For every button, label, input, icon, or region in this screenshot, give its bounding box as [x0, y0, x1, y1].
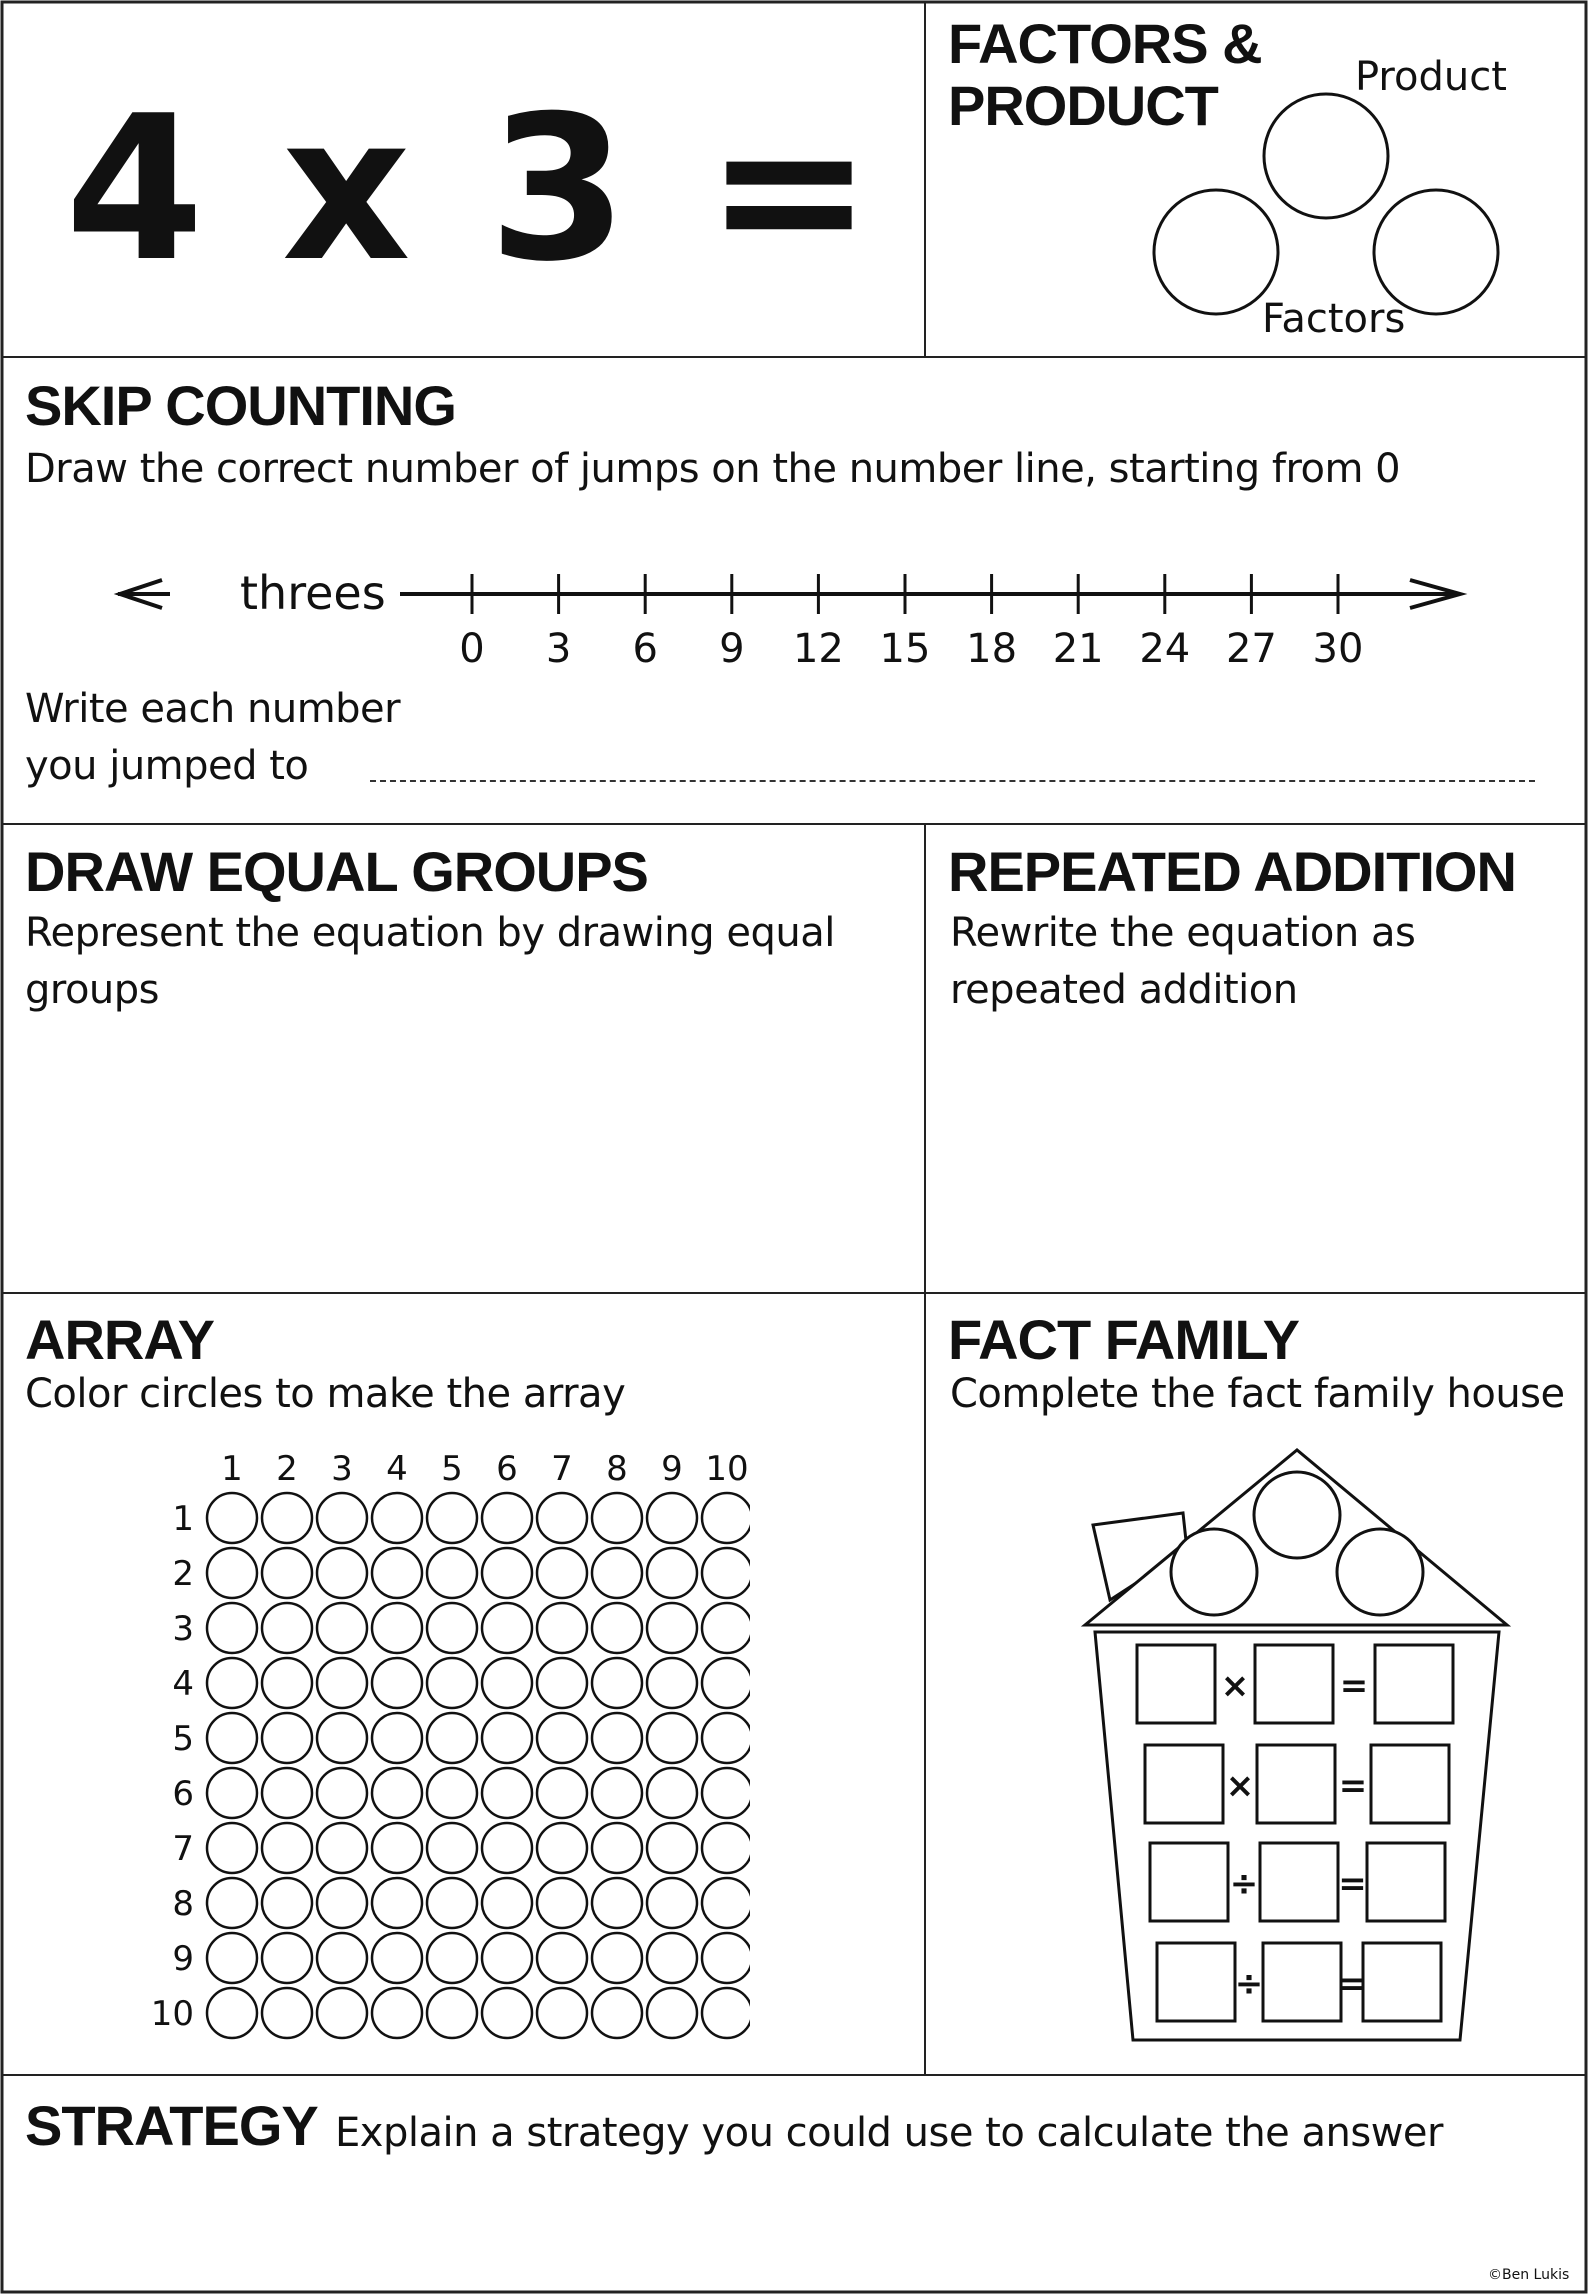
number-line-tick-label: 15 — [879, 626, 931, 670]
array-circle[interactable] — [207, 1493, 257, 1543]
array-column-label: 7 — [551, 1449, 573, 1489]
array-circle[interactable] — [372, 1878, 422, 1928]
repeated-addition-title: REPEATED ADDITION — [948, 840, 1516, 903]
array-column-label: 9 — [661, 1449, 683, 1489]
strategy-title: STRATEGY — [25, 2094, 318, 2157]
array-circle[interactable] — [207, 1713, 257, 1763]
array-circle[interactable] — [427, 1878, 477, 1928]
array-circle[interactable] — [537, 1713, 587, 1763]
factors-product-title-line1: FACTORS & — [948, 12, 1262, 75]
fact-family-box[interactable] — [1375, 1645, 1453, 1723]
number-line-tick-label: 27 — [1225, 626, 1277, 670]
array-circle[interactable] — [647, 1823, 697, 1873]
array-circle[interactable] — [537, 1933, 587, 1983]
fact-family-equals: = — [1337, 1964, 1367, 2004]
array-circle[interactable] — [262, 1548, 312, 1598]
array-circle[interactable] — [482, 1548, 532, 1598]
array-circle[interactable] — [702, 1713, 750, 1763]
fact-family-box[interactable] — [1367, 1843, 1445, 1921]
array-column-label: 3 — [331, 1449, 353, 1489]
array-circle[interactable] — [427, 1713, 477, 1763]
array-circle[interactable] — [207, 1603, 257, 1653]
array-column-label: 8 — [606, 1449, 628, 1489]
array-grid — [150, 1440, 750, 2050]
fact-family-box[interactable] — [1255, 1645, 1333, 1723]
array-circle[interactable] — [647, 1768, 697, 1818]
fact-family-operator: ÷ — [1229, 1864, 1259, 1904]
array-circle[interactable] — [427, 1658, 477, 1708]
array-circle[interactable] — [647, 1493, 697, 1543]
factors-product-circles — [1140, 80, 1520, 330]
array-circle[interactable] — [592, 1658, 642, 1708]
fact-family-box[interactable] — [1150, 1843, 1228, 1921]
array-circle[interactable] — [317, 1658, 367, 1708]
array-row-label: 9 — [172, 1939, 194, 1979]
fact-family-box[interactable] — [1157, 1943, 1235, 2021]
array-circle[interactable] — [482, 1768, 532, 1818]
array-circle[interactable] — [702, 1933, 750, 1983]
equal-groups-instruction-line1: Represent the equation by drawing equal — [25, 910, 835, 956]
number-line-ticks — [459, 574, 1363, 670]
array-circle[interactable] — [317, 1988, 367, 2038]
array-title: ARRAY — [25, 1308, 214, 1371]
array-circle[interactable] — [647, 1933, 697, 1983]
array-circle[interactable] — [537, 1603, 587, 1653]
number-line-tick-label: 3 — [545, 626, 572, 670]
array-circle[interactable] — [482, 1933, 532, 1983]
fact-family-title: FACT FAMILY — [948, 1308, 1299, 1371]
array-circle[interactable] — [427, 1988, 477, 2038]
array-circle[interactable] — [702, 1988, 750, 2038]
array-row-label: 5 — [172, 1719, 194, 1759]
fact-family-box[interactable] — [1371, 1745, 1449, 1823]
array-circle[interactable] — [372, 1493, 422, 1543]
array-circle[interactable] — [372, 1768, 422, 1818]
repeated-addition-answer-area[interactable] — [940, 1030, 1570, 1280]
array-circle[interactable] — [372, 1988, 422, 2038]
array-circle[interactable] — [702, 1603, 750, 1653]
fact-family-box[interactable] — [1263, 1943, 1341, 2021]
array-circle[interactable] — [207, 1658, 257, 1708]
number-line-tick-label: 18 — [966, 626, 1018, 670]
array-circle[interactable] — [372, 1548, 422, 1598]
array-circle[interactable] — [207, 1768, 257, 1818]
fact-family-operator: × — [1220, 1666, 1250, 1706]
array-circle[interactable] — [647, 1713, 697, 1763]
house-roof-circle[interactable] — [1254, 1472, 1340, 1558]
array-column-label: 1 — [221, 1449, 243, 1489]
array-circle[interactable] — [372, 1823, 422, 1873]
fact-family-box[interactable] — [1137, 1645, 1215, 1723]
fact-family-operator: ÷ — [1234, 1964, 1264, 2004]
array-circle[interactable] — [317, 1823, 367, 1873]
array-circle[interactable] — [592, 1823, 642, 1873]
array-circle[interactable] — [592, 1768, 642, 1818]
array-circle[interactable] — [482, 1603, 532, 1653]
array-circle[interactable] — [427, 1493, 477, 1543]
equal-groups-answer-area[interactable] — [20, 1030, 910, 1280]
number-line-tick-label: 30 — [1312, 626, 1364, 670]
array-circle[interactable] — [317, 1878, 367, 1928]
array-circle[interactable] — [702, 1823, 750, 1873]
number-line-tick-label: 0 — [459, 626, 485, 670]
array-circle[interactable] — [427, 1823, 477, 1873]
factor-circle[interactable] — [1154, 190, 1278, 314]
fact-family-equals: = — [1338, 1766, 1368, 1806]
array-circle[interactable] — [262, 1768, 312, 1818]
array-column-label: 2 — [276, 1449, 298, 1489]
write-numbers-line2: you jumped to — [25, 743, 309, 789]
array-circle[interactable] — [262, 1933, 312, 1983]
array-circle[interactable] — [427, 1933, 477, 1983]
array-circle[interactable] — [262, 1878, 312, 1928]
skip-counting-instruction: Draw the correct number of jumps on the number line, starting from 0 — [25, 446, 1401, 492]
array-circle[interactable] — [592, 1988, 642, 2038]
array-circle[interactable] — [262, 1988, 312, 2038]
array-circle[interactable] — [537, 1768, 587, 1818]
array-row-label: 6 — [172, 1774, 194, 1814]
array-circle[interactable] — [262, 1603, 312, 1653]
array-circle[interactable] — [592, 1713, 642, 1763]
factors-product-title-line2: PRODUCT — [948, 74, 1218, 137]
array-circle[interactable] — [207, 1548, 257, 1598]
array-circle[interactable] — [592, 1933, 642, 1983]
number-line-tick-label: 9 — [719, 626, 745, 670]
array-circle[interactable] — [647, 1988, 697, 2038]
fact-family-operator: × — [1225, 1766, 1255, 1806]
number-line-tick-label: 12 — [792, 626, 844, 670]
number-line-tick-label: 6 — [632, 626, 658, 670]
array-circle[interactable] — [592, 1603, 642, 1653]
array-row-label: 3 — [172, 1609, 194, 1649]
repeated-addition-instruction-line2: repeated addition — [950, 967, 1298, 1013]
array-circle[interactable] — [262, 1658, 312, 1708]
equation: 4 x 3 = — [65, 73, 877, 306]
array-circle[interactable] — [317, 1548, 367, 1598]
product-label: Product — [1355, 54, 1507, 100]
array-circle[interactable] — [427, 1603, 477, 1653]
array-circle[interactable] — [537, 1658, 587, 1708]
write-numbers-line1: Write each number — [25, 686, 401, 732]
repeated-addition-instruction-line1: Rewrite the equation as — [950, 910, 1416, 956]
fact-family-box[interactable] — [1257, 1745, 1335, 1823]
array-circle[interactable] — [702, 1658, 750, 1708]
array-circle[interactable] — [427, 1768, 477, 1818]
array-circle[interactable] — [482, 1713, 532, 1763]
array-circle[interactable] — [317, 1603, 367, 1653]
array-circle[interactable] — [592, 1878, 642, 1928]
array-circle[interactable] — [647, 1878, 697, 1928]
array-circle[interactable] — [537, 1823, 587, 1873]
array-circle[interactable] — [537, 1493, 587, 1543]
house-roof-circle[interactable] — [1171, 1529, 1257, 1615]
fact-family-equals: = — [1339, 1666, 1369, 1706]
array-circle[interactable] — [537, 1988, 587, 2038]
array-circle[interactable] — [317, 1768, 367, 1818]
equal-groups-instruction-line2: groups — [25, 967, 160, 1013]
number-line-label: threes — [240, 566, 386, 620]
array-circle[interactable] — [537, 1548, 587, 1598]
array-circle[interactable] — [317, 1933, 367, 1983]
fact-family-box[interactable] — [1363, 1943, 1441, 2021]
fact-family-box[interactable] — [1145, 1745, 1223, 1823]
array-circle[interactable] — [262, 1713, 312, 1763]
array-circle[interactable] — [427, 1548, 477, 1598]
array-circle[interactable] — [702, 1493, 750, 1543]
skip-counting-title: SKIP COUNTING — [25, 374, 456, 437]
copyright: ©Ben Lukis — [1488, 2267, 1570, 2283]
array-circle[interactable] — [372, 1603, 422, 1653]
equal-groups-title: DRAW EQUAL GROUPS — [25, 840, 648, 903]
factors-label: Factors — [1262, 296, 1406, 342]
array-circle[interactable] — [537, 1878, 587, 1928]
array-row-label: 4 — [172, 1664, 194, 1704]
array-circle[interactable] — [482, 1493, 532, 1543]
array-circle[interactable] — [372, 1658, 422, 1708]
array-circle[interactable] — [482, 1658, 532, 1708]
array-row-label: 1 — [172, 1499, 194, 1539]
array-circle[interactable] — [207, 1878, 257, 1928]
jumped-numbers-answer-line[interactable] — [370, 780, 1535, 782]
array-circle[interactable] — [207, 1988, 257, 2038]
array-circle[interactable] — [702, 1768, 750, 1818]
array-circle[interactable] — [647, 1548, 697, 1598]
strategy-instruction: Explain a strategy you could use to calculate the answer — [335, 2110, 1443, 2156]
array-circle[interactable] — [262, 1493, 312, 1543]
array-circle[interactable] — [207, 1823, 257, 1873]
array-circle[interactable] — [702, 1548, 750, 1598]
array-column-label: 10 — [705, 1449, 749, 1489]
array-circle[interactable] — [482, 1988, 532, 2038]
array-circle[interactable] — [592, 1548, 642, 1598]
array-row-label: 2 — [172, 1554, 194, 1594]
number-line — [0, 560, 1588, 670]
array-circle[interactable] — [317, 1713, 367, 1763]
strategy-answer-area[interactable] — [20, 2170, 1420, 2270]
array-column-label: 5 — [441, 1449, 463, 1489]
fact-family-instruction: Complete the fact family house — [950, 1371, 1565, 1417]
array-circle[interactable] — [372, 1933, 422, 1983]
array-column-label: 4 — [386, 1449, 408, 1489]
number-line-tick-label: 21 — [1052, 626, 1104, 670]
array-row-label: 8 — [172, 1884, 194, 1924]
array-circle[interactable] — [207, 1933, 257, 1983]
array-circle[interactable] — [647, 1658, 697, 1708]
array-circle[interactable] — [702, 1878, 750, 1928]
fact-family-house — [1075, 1440, 1525, 2060]
array-column-label: 6 — [496, 1449, 518, 1489]
number-line-tick-label: 24 — [1139, 626, 1191, 670]
array-circle[interactable] — [647, 1603, 697, 1653]
array-circle[interactable] — [317, 1493, 367, 1543]
house-roof-circle[interactable] — [1337, 1529, 1423, 1615]
fact-family-box[interactable] — [1260, 1843, 1338, 1921]
array-row-label: 10 — [150, 1994, 194, 2034]
array-circle[interactable] — [262, 1823, 312, 1873]
fact-family-equals: = — [1338, 1864, 1367, 1904]
array-circle[interactable] — [482, 1823, 532, 1873]
array-circle[interactable] — [592, 1493, 642, 1543]
product-circle[interactable] — [1264, 94, 1388, 218]
array-instruction: Color circles to make the array — [25, 1371, 626, 1417]
array-circle[interactable] — [372, 1713, 422, 1763]
array-circle[interactable] — [482, 1878, 532, 1928]
array-row-label: 7 — [172, 1829, 194, 1869]
